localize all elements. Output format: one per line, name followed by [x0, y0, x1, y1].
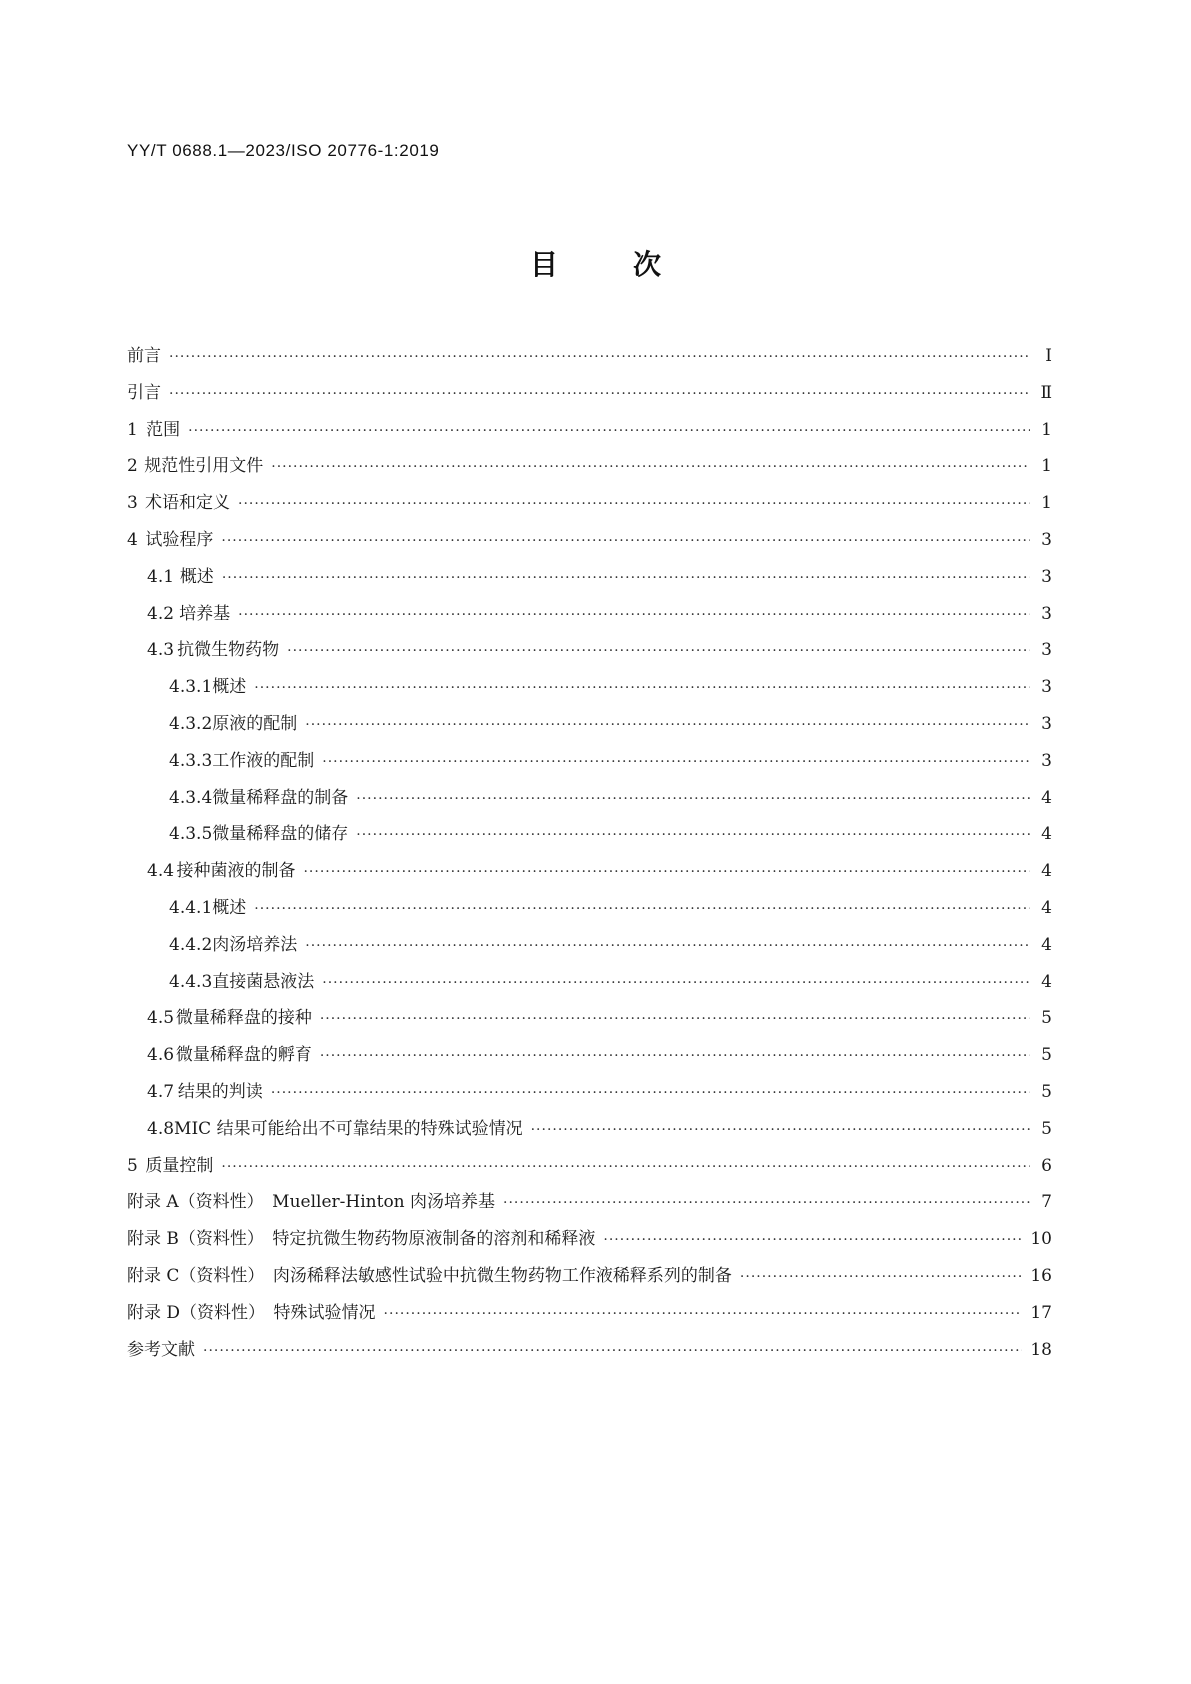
- dot-leader: [203, 1343, 1022, 1359]
- toc-entry-number: 4.7: [147, 1081, 175, 1102]
- toc-entry-number: 4.3.1: [169, 677, 213, 698]
- toc-entry-label: 肉汤培养法: [212, 934, 298, 955]
- toc-entry-page-number: 3: [1041, 750, 1052, 771]
- toc-entry-page-number: 4: [1041, 934, 1052, 955]
- toc-entry-label: MIC 结果可能给出不可靠结果的特殊试验情况: [174, 1118, 523, 1139]
- toc-entry[interactable]: [127, 1224, 1052, 1261]
- dot-leader: [238, 496, 1030, 512]
- toc-entry[interactable]: [127, 341, 1052, 378]
- dot-leader: [271, 459, 1030, 475]
- toc-entry-label: 培养基: [179, 603, 231, 624]
- dot-leader: [287, 643, 1030, 659]
- toc-entry-label: 术语和定义: [145, 493, 230, 514]
- table-of-contents: [127, 341, 1052, 1371]
- toc-entry-page-number: 4: [1041, 971, 1052, 992]
- toc-entry-label: 试验程序: [145, 529, 214, 550]
- dot-leader: [322, 754, 1030, 770]
- toc-entry-label: 前言: [127, 346, 161, 366]
- toc-entry[interactable]: [127, 635, 1052, 672]
- toc-entry-label: 微量稀释盘的储存: [212, 824, 349, 845]
- toc-entry[interactable]: [127, 488, 1052, 525]
- toc-entry-page-number: 5: [1041, 1008, 1052, 1029]
- dot-leader: [188, 423, 1030, 439]
- toc-entry-number: 1: [127, 419, 138, 440]
- dot-leader: [740, 1269, 1022, 1285]
- toc-entry-page-number: 16: [1030, 1265, 1052, 1286]
- toc-entry-number: 4.4.3: [169, 971, 213, 992]
- toc-entry-page-number: 4: [1041, 897, 1052, 918]
- toc-entry-label: 抗微生物药物: [177, 640, 280, 661]
- toc-entry[interactable]: [127, 672, 1052, 709]
- toc-entry-page-number: 3: [1041, 566, 1052, 587]
- toc-entry[interactable]: [127, 1151, 1052, 1188]
- toc-entry-number: 4.3.5: [169, 824, 213, 845]
- toc-entry-page-number: Ⅰ: [1045, 346, 1052, 366]
- dot-leader: [169, 349, 1030, 365]
- toc-entry-page-number: 4: [1041, 861, 1052, 882]
- toc-entry-page-number: 6: [1041, 1155, 1052, 1176]
- dot-leader: [221, 1159, 1030, 1175]
- toc-entry-page-number: 4: [1041, 824, 1052, 845]
- dot-leader: [356, 791, 1030, 807]
- title-char-2: 次: [633, 248, 662, 281]
- toc-entry-label: 规范性引用文件: [144, 456, 264, 477]
- dot-leader: [531, 1122, 1030, 1138]
- toc-entry[interactable]: [127, 746, 1052, 783]
- toc-entry-page-number: 3: [1041, 640, 1052, 661]
- dot-leader: [254, 680, 1030, 696]
- dot-leader: [356, 827, 1030, 843]
- dot-leader: [503, 1195, 1030, 1211]
- toc-entry-number: 4.2: [147, 603, 175, 624]
- toc-entry-number: 4.3.4: [169, 787, 213, 808]
- toc-entry-number: 4.6: [147, 1045, 175, 1066]
- toc-entry-label: 微量稀释盘的制备: [212, 787, 349, 808]
- toc-entry-number: 4.5: [147, 1008, 175, 1029]
- toc-entry[interactable]: [127, 1003, 1052, 1040]
- toc-entry[interactable]: [127, 893, 1052, 930]
- toc-entry-page-number: 17: [1030, 1302, 1052, 1323]
- toc-entry-page-number: 3: [1041, 603, 1052, 624]
- toc-entry-label: 附录 A（资料性） Mueller-Hinton 肉汤培养基: [127, 1192, 496, 1213]
- toc-entry-number: 2: [127, 456, 138, 477]
- title-char-1: 目: [529, 248, 558, 281]
- toc-entry-page-number: 18: [1030, 1339, 1052, 1360]
- toc-entry[interactable]: [127, 525, 1052, 562]
- toc-entry[interactable]: [127, 599, 1052, 636]
- toc-entry[interactable]: [127, 1077, 1052, 1114]
- toc-entry-number: 4.3.2: [169, 713, 213, 734]
- dot-leader: [271, 1085, 1030, 1101]
- toc-entry-label: 概述: [179, 566, 214, 587]
- toc-entry-page-number: 5: [1041, 1081, 1052, 1102]
- dot-leader: [320, 1011, 1030, 1027]
- toc-entry-label: 概述: [212, 677, 247, 698]
- toc-entry-number: 5: [127, 1155, 138, 1176]
- toc-entry[interactable]: [127, 1040, 1052, 1077]
- toc-entry-number: 4.3: [147, 640, 175, 661]
- toc-entry[interactable]: [127, 783, 1052, 820]
- toc-entry[interactable]: [127, 451, 1052, 488]
- toc-entry-page-number: Ⅱ: [1040, 382, 1052, 403]
- toc-entry-label: 质量控制: [145, 1155, 214, 1176]
- toc-entry[interactable]: [127, 1114, 1052, 1151]
- dot-leader: [238, 607, 1030, 623]
- toc-entry-label: 引言: [127, 382, 161, 403]
- toc-entry-label: 原液的配制: [212, 713, 298, 734]
- toc-entry[interactable]: [127, 1298, 1052, 1335]
- toc-entry-label: 接种菌液的制备: [176, 861, 296, 882]
- dot-leader: [322, 975, 1030, 991]
- toc-entry-number: 4: [127, 529, 138, 550]
- toc-entry[interactable]: [127, 415, 1052, 452]
- toc-entry-page-number: 3: [1041, 713, 1052, 734]
- toc-entry-label: 结果的判读: [177, 1081, 263, 1102]
- toc-entry-page-number: 10: [1030, 1229, 1052, 1250]
- toc-entry-page-number: 3: [1041, 677, 1052, 698]
- toc-entry-page-number: 1: [1041, 493, 1052, 514]
- dot-leader: [305, 938, 1030, 954]
- toc-entry[interactable]: [127, 930, 1052, 967]
- toc-entry[interactable]: [127, 1335, 1052, 1372]
- toc-entry[interactable]: [127, 967, 1052, 1004]
- toc-entry-page-number: 4: [1041, 787, 1052, 808]
- toc-entry-label: 概述: [212, 897, 247, 918]
- toc-entry-label: 微量稀释盘的接种: [175, 1008, 312, 1029]
- document-id: YY/T 0688.1—2023/ISO 20776-1:2019: [127, 141, 440, 160]
- page-title: [0, 243, 1191, 283]
- toc-entry[interactable]: [127, 1187, 1052, 1224]
- toc-entry-label: 参考文献: [127, 1339, 195, 1360]
- toc-entry-page-number: 7: [1041, 1192, 1052, 1213]
- toc-entry-page-number: 1: [1041, 456, 1052, 477]
- toc-entry-number: 4.3.3: [169, 750, 213, 771]
- toc-entry[interactable]: [127, 819, 1052, 856]
- dot-leader: [384, 1306, 1023, 1322]
- toc-entry-number: 4.4.2: [169, 934, 213, 955]
- toc-entry-label: 附录 B（资料性） 特定抗微生物药物原液制备的溶剂和稀释液: [127, 1229, 596, 1250]
- toc-entry-label: 直接菌悬液法: [212, 971, 315, 992]
- toc-entry-page-number: 5: [1041, 1045, 1052, 1066]
- toc-entry-label: 微量稀释盘的孵育: [175, 1045, 312, 1066]
- toc-entry-number: 4.4.1: [169, 897, 213, 918]
- toc-entry[interactable]: [127, 1261, 1052, 1298]
- dot-leader: [221, 533, 1030, 549]
- dot-leader: [254, 901, 1030, 917]
- dot-leader: [305, 717, 1030, 733]
- toc-entry-label: 附录 C（资料性） 肉汤稀释法敏感性试验中抗微生物药物工作液稀释系列的制备: [127, 1265, 732, 1286]
- toc-entry-label: 附录 D（资料性） 特殊试验情况: [127, 1302, 376, 1323]
- toc-entry-page-number: 1: [1041, 419, 1052, 440]
- toc-entry-label: 范围: [146, 419, 181, 440]
- dot-leader: [222, 570, 1030, 586]
- dot-leader: [603, 1232, 1022, 1248]
- toc-entry-number: 4.8: [147, 1118, 175, 1139]
- toc-entry[interactable]: [127, 378, 1052, 415]
- toc-entry-label: 工作液的配制: [212, 750, 315, 771]
- toc-entry-number: 4.4: [147, 861, 175, 882]
- dot-leader: [303, 864, 1030, 880]
- toc-entry[interactable]: [127, 856, 1052, 893]
- toc-entry-page-number: 3: [1041, 529, 1052, 550]
- toc-entry[interactable]: [127, 709, 1052, 746]
- toc-entry-number: 4.1: [147, 566, 175, 587]
- toc-entry-number: 3: [127, 493, 138, 514]
- dot-leader: [169, 386, 1030, 402]
- toc-entry-page-number: 5: [1041, 1118, 1052, 1139]
- toc-entry[interactable]: [127, 562, 1052, 599]
- dot-leader: [320, 1048, 1030, 1064]
